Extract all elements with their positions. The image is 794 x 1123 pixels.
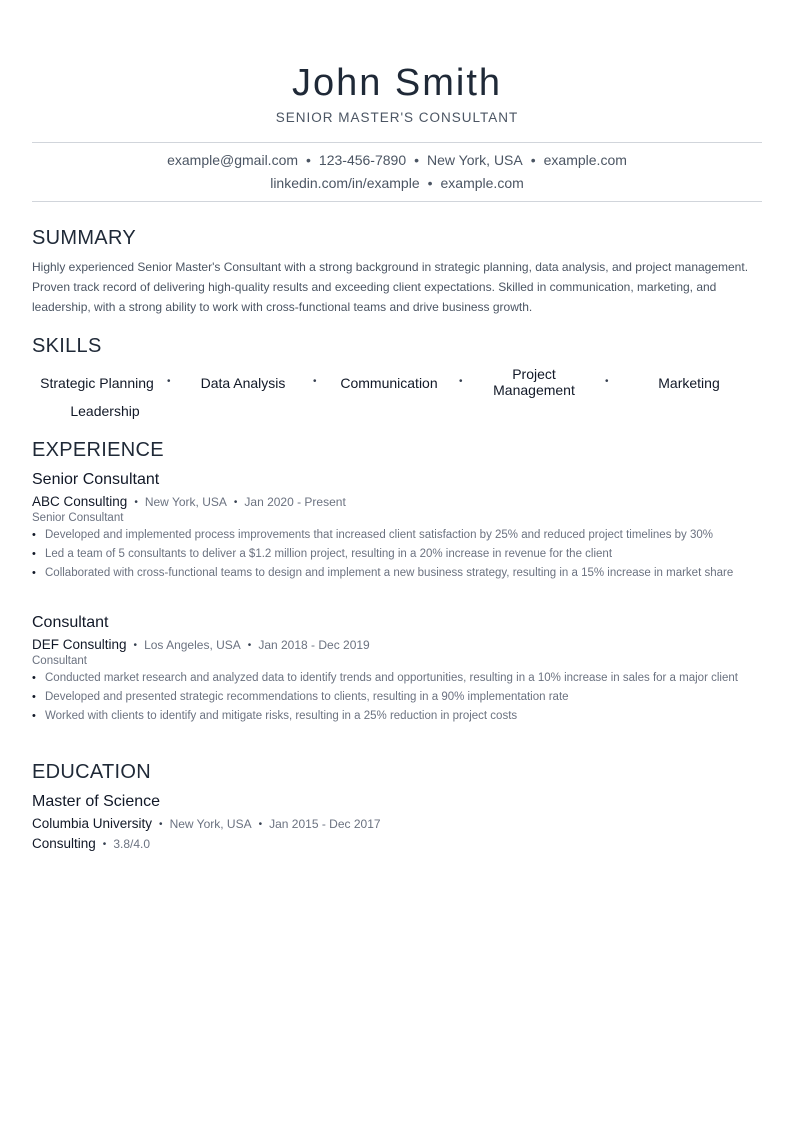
job-position: Consultant: [32, 655, 87, 667]
experience-entry: [32, 614, 762, 728]
header-divider-bottom: [32, 201, 762, 202]
job-bullets: [32, 671, 762, 723]
bullet-item: [32, 528, 762, 542]
job-position: Senior Consultant: [32, 512, 124, 524]
separator: •: [159, 819, 163, 830]
candidate-role: SENIOR MASTER'S CONSULTANT: [275, 110, 519, 125]
separator: •: [233, 497, 238, 508]
bullet-dot: •: [32, 529, 36, 541]
school-location: New York, USA: [169, 817, 252, 831]
separator: •: [306, 152, 311, 168]
job-location: New York, USA: [144, 495, 227, 509]
job-title: Consultant: [32, 614, 109, 631]
email-link[interactable]: example@gmail.com: [167, 152, 299, 168]
separator: •: [530, 152, 536, 168]
bullet-text: Developed and presented strategic recommendations to clients, resulting in a 90% implementation rate: [45, 691, 569, 703]
experience-entry: [32, 471, 762, 585]
bullet-text: Conducted market research and analyzed data to identify trends and opportunities, resulting in a 10% increase in sales for a major client: [45, 672, 738, 684]
job-dates: Jan 2018 - Dec 2019: [258, 638, 370, 652]
skill-item: Strategic Planning: [40, 375, 154, 391]
summary-heading: SUMMARY: [32, 227, 136, 249]
linkedin-link[interactable]: linkedin.com/in/example: [270, 175, 420, 191]
job-bullets: [32, 528, 762, 580]
separator: •: [133, 640, 138, 651]
skill-item: Marketing: [658, 375, 720, 391]
bullet-text: Led a team of 5 consultants to deliver a $1.2 million project, resulting in a 20% increase in revenue for the client: [45, 548, 613, 560]
field-of-study: Consulting: [32, 836, 96, 851]
website-link-2[interactable]: example.com: [440, 175, 524, 191]
job-title: Senior Consultant: [32, 471, 160, 488]
bullet-item: [32, 690, 762, 704]
location-text: New York, USA: [427, 152, 523, 168]
skill-item: Leadership: [70, 403, 140, 419]
skill-separator: •: [167, 376, 171, 387]
school-dates: Jan 2015 - Dec 2017: [269, 817, 381, 831]
skill-separator: •: [313, 376, 317, 387]
job-dates: Jan 2020 - Present: [244, 495, 346, 509]
job-details: [32, 494, 762, 509]
skills-heading: SKILLS: [32, 335, 102, 357]
field-details: [32, 836, 762, 851]
bullet-item: [32, 547, 762, 561]
job-location: Los Angeles, USA: [144, 638, 241, 652]
degree-title: Master of Science: [32, 793, 161, 810]
skill-item: Communication: [340, 375, 438, 391]
separator: •: [247, 640, 252, 651]
bullet-dot: •: [32, 548, 36, 560]
bullet-dot: •: [32, 691, 36, 703]
summary-text: Highly experienced Senior Master's Consultant with a strong background in strategic planning, data analysis, and project management. Proven track record of delivering high-quality results and exceeding client expectations. Skilled in communication, marketing, and leadership, with a strong ability to work with cross-functional teams and drive business growth.: [32, 260, 749, 314]
school-details: [32, 816, 762, 831]
separator: •: [414, 152, 420, 168]
skill-separator: •: [605, 376, 609, 387]
bullet-dot: •: [32, 672, 36, 684]
company-name: DEF Consulting: [32, 637, 127, 652]
website-link[interactable]: example.com: [543, 152, 627, 168]
contact-line-2: [32, 172, 762, 195]
skill-separator: •: [459, 376, 463, 387]
separator: •: [258, 819, 263, 830]
contact-line-1: [32, 149, 762, 172]
bullet-text: Collaborated with cross-functional teams to design and implement a new business strategy, resulting in a 15% increase in market share: [45, 567, 734, 579]
experience-heading: EXPERIENCE: [32, 439, 164, 461]
skill-item: Data Analysis: [200, 375, 286, 391]
phone-number[interactable]: 123-456-7890: [318, 152, 407, 168]
bullet-dot: •: [32, 567, 36, 579]
separator: •: [427, 175, 433, 191]
bullet-dot: •: [32, 710, 36, 722]
candidate-name: John Smith: [291, 62, 503, 104]
job-details: [32, 637, 762, 652]
bullet-item: [32, 709, 762, 723]
skill-item: Project Management: [493, 366, 575, 398]
bullet-text: Worked with clients to identify and mitigate risks, resulting in a 25% reduction in project costs: [45, 710, 518, 722]
separator: •: [102, 839, 107, 850]
bullet-item: [32, 671, 762, 685]
school-name: Columbia University: [32, 816, 153, 831]
bullet-item: [32, 566, 762, 580]
gpa: 3.8/4.0: [113, 837, 151, 851]
company-name: ABC Consulting: [32, 494, 128, 509]
education-entry: [32, 793, 762, 851]
bullet-text: Developed and implemented process improvements that increased client satisfaction by 25% and reduced project timelines by 30%: [45, 529, 713, 541]
education-heading: EDUCATION: [32, 761, 151, 783]
header-divider-top: [32, 142, 762, 143]
separator: •: [134, 497, 138, 508]
